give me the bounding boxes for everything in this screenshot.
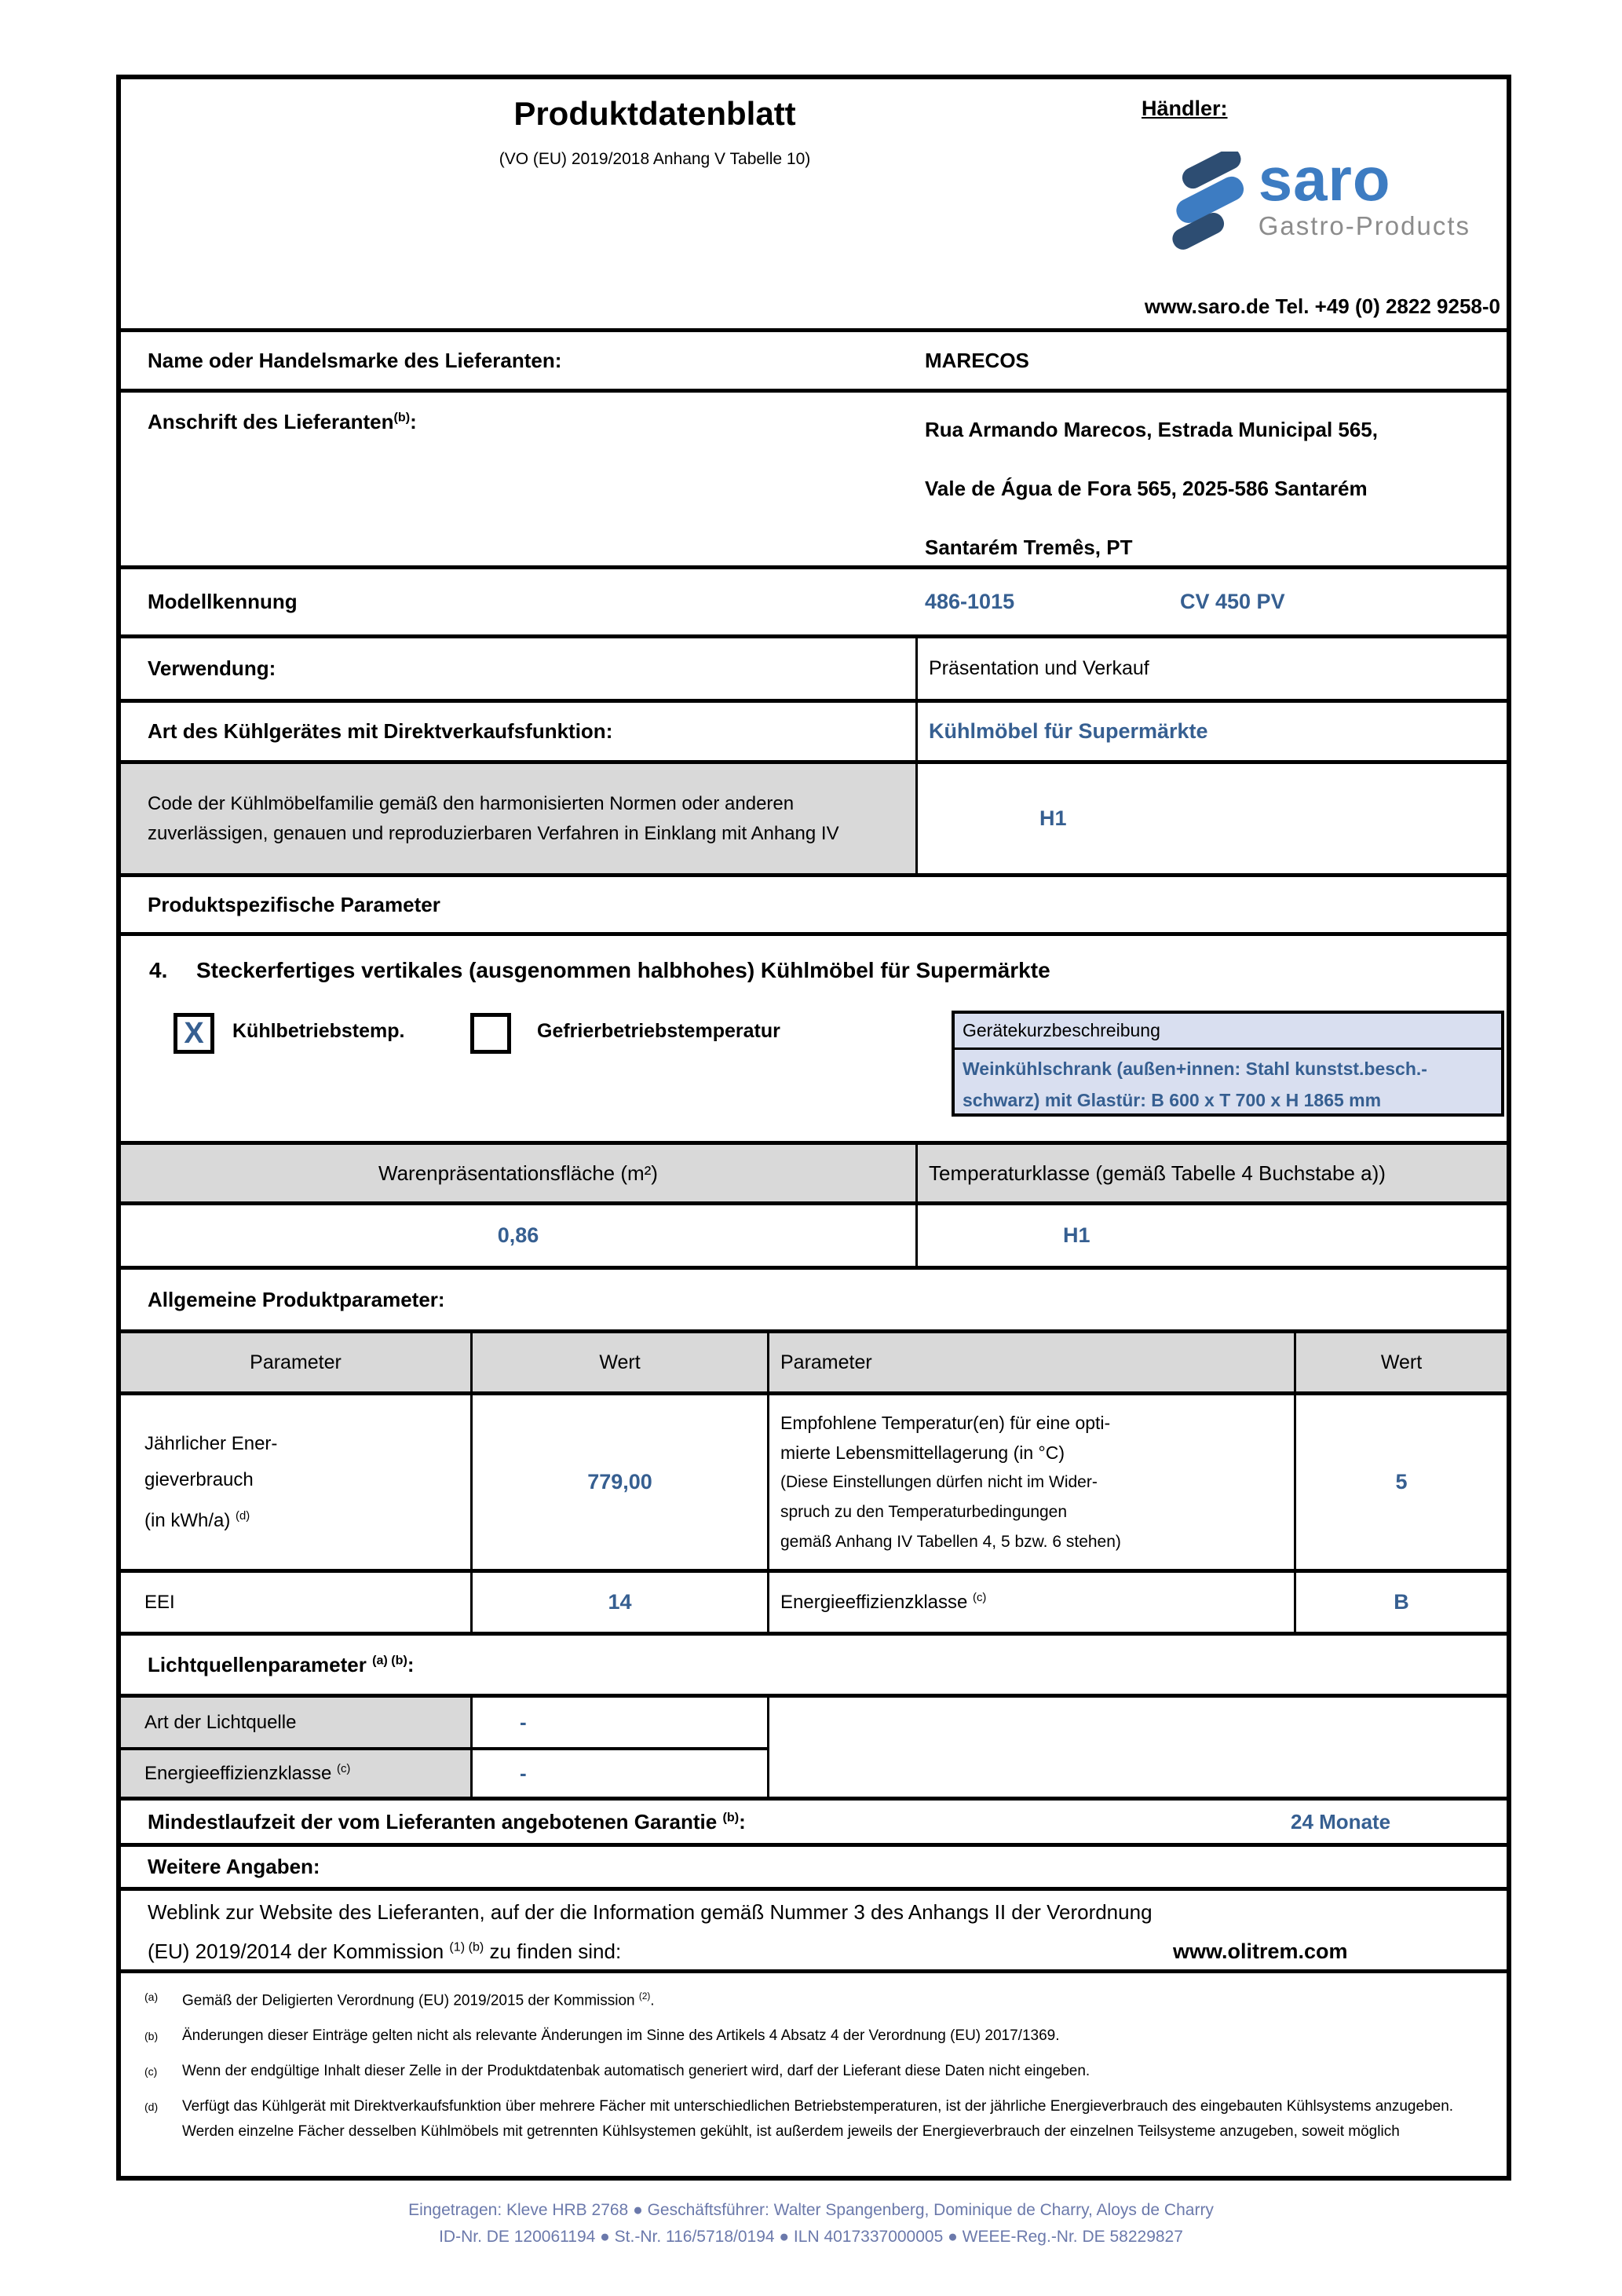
energie-label-line-text: (in kWh/a) [144, 1509, 231, 1531]
footnote-inner-ref: (2) [638, 1991, 651, 2002]
energie-value: 779,00 [587, 1470, 652, 1493]
lichtquellen-footnote-ref: (a) (b) [372, 1652, 407, 1667]
garantie-colon: : [739, 1809, 746, 1834]
flaechen-header-row [121, 1141, 1507, 1201]
empfohlene-temp-line: spruch zu den Temperaturbedingungen [780, 1502, 1068, 1521]
eei-value: 14 [608, 1590, 632, 1614]
familiencode-row [121, 760, 1507, 873]
licht-effizienz-label-text: Energieeffizienzklasse [144, 1762, 332, 1784]
eei-value-cell [473, 1573, 769, 1632]
lichtquellen-empty-cell [769, 1698, 1507, 1797]
footnote-text: Wenn der endgültige Inhalt dieser Zelle in der Produktdatenbak automatisch generiert wird, darf der Lieferant diese Daten nicht eingeben. [182, 2063, 1090, 2080]
geraetekurzbeschreibung-box [952, 1011, 1504, 1117]
lichtart-value: - [520, 1710, 527, 1735]
lichtquellen-value-col [473, 1698, 769, 1797]
weblink-line2-pre: (EU) 2019/2014 der Kommission [148, 1940, 444, 1963]
tempklasse-value: H1 [1063, 1223, 1090, 1247]
header-band [121, 79, 1507, 328]
haendler-label: Händler: [1142, 97, 1228, 120]
footnote-tail: . [650, 1992, 655, 2009]
saro-logo [1169, 144, 1470, 258]
footer-line1: Eingetragen: Kleve HRB 2768 ● Geschäftsführer: Walter Spangenberg, Dominique de Charry, Aloys de Charry [408, 2201, 1214, 2219]
title-block [380, 95, 930, 169]
energie-label-cell [121, 1395, 473, 1569]
page-title: Produktdatenblatt [513, 95, 796, 132]
weblink-footnote-ref: (1) (b) [449, 1940, 484, 1954]
tempklasse-header: Temperaturklasse (gemäß Tabelle 4 Buchstabe a)) [929, 1161, 1386, 1185]
geraeteart-value: Kühlmöbel für Supermärkte [929, 719, 1208, 743]
address-line: Rua Armando Marecos, Estrada Municipal 565, [925, 418, 1378, 441]
eei-label: EEI [144, 1591, 175, 1613]
paramtable-header-cell [1296, 1333, 1507, 1391]
empfohlene-temp-value: 5 [1395, 1470, 1408, 1493]
geraeteart-label-cell [121, 703, 918, 760]
paramtable-row-eei [121, 1569, 1507, 1632]
verwendung-label-cell [121, 638, 918, 699]
supplier-address-value [925, 400, 1378, 577]
licht-effizienz-value-cell [473, 1747, 767, 1797]
model-name: CV 450 PV [1180, 590, 1285, 613]
address-line: Vale de Água de Fora 565, 2025-586 Santarém [925, 477, 1368, 500]
licht-effizienz-label [121, 1763, 350, 1785]
tempklasse-value-cell [918, 1205, 1507, 1266]
section4-number: 4. [149, 958, 168, 982]
saro-brand: saro [1258, 144, 1391, 214]
section4-row [121, 932, 1507, 1141]
kurzbeschreibung-line: Weinkühlschrank (außen+innen: Stahl kunstst.besch.- [963, 1058, 1427, 1079]
energie-label-line: gieverbrauch [144, 1468, 254, 1490]
effizienzklasse-value-cell [1296, 1573, 1507, 1632]
familiencode-value: H1 [1039, 806, 1067, 830]
lichtquellen-table [121, 1694, 1507, 1797]
section4-heading [149, 958, 1050, 983]
paramtable-header-cell [769, 1333, 1296, 1391]
flaechen-value-row [121, 1201, 1507, 1266]
kuehlbetrieb-label: Kühlbetriebstemp. [232, 1020, 405, 1042]
paramtable-row-energie [121, 1391, 1507, 1569]
geraetekurzbeschreibung-text [955, 1050, 1501, 1119]
flaeche-header: Warenpräsentationsfläche (m²) [378, 1161, 658, 1185]
verwendung-label: Verwendung: [148, 656, 276, 680]
section4-title: Steckerfertiges vertikales (ausgenommen halbhohes) Kühlmöbel für Supermärkte [196, 958, 1050, 982]
model-label: Modellkennung [148, 590, 298, 613]
supplier-name-label: Name oder Handelsmarke des Lieferanten: [148, 348, 562, 372]
paramtable-header-parameter1: Parameter [250, 1351, 342, 1373]
footnote-text-body: Gemäß der Deligierten Verordnung (EU) 2019/2015 der Kommission [182, 1992, 635, 2009]
supplier-name-value: MARECOS [925, 348, 1029, 372]
garantie-value: 24 Monate [1291, 1809, 1391, 1834]
company-footer [0, 2197, 1622, 2250]
effizienzklasse-value: B [1394, 1590, 1409, 1614]
energie-label [121, 1426, 277, 1539]
produktspezifische-heading-row [121, 873, 1507, 932]
effizienzklasse-label [769, 1592, 986, 1614]
weblink-line2-post: zu finden sind: [484, 1940, 622, 1963]
garantie-footnote-ref: (b) [722, 1809, 740, 1824]
paramtable-header-cell [121, 1333, 473, 1391]
model-row [121, 565, 1507, 634]
footnote-marker: (b) [144, 2030, 159, 2043]
garantie-row [121, 1797, 1507, 1843]
footnote-text [182, 1984, 1475, 2013]
supplier-name-row [121, 328, 1507, 389]
supplier-address-footnote-ref: (b) [393, 410, 411, 425]
footnote-a [144, 1984, 1475, 2013]
page-subtitle: (VO (EU) 2019/2018 Anhang V Tabelle 10) [499, 150, 811, 168]
model-number: 486-1015 [925, 590, 1015, 613]
kurzbeschreibung-line: schwarz) mit Glastür: B 600 x T 700 x H 1865 mm [963, 1090, 1382, 1110]
empfohlene-temp-label [769, 1402, 1121, 1563]
footnote-text: Verfügt das Kühlgerät mit Direktverkaufsfunktion über mehrere Fächer mit unterschiedlichen Betriebstemperaturen, ist der jährliche Energieverbrauch des eingebauten Kühlsystems anzugeben. Werden einzelne Fächer desselben Kühlmöbels mit getrennten Kühlsystemen gekühlt, ist außerdem jeweils der Energieverbrauch der einzelnen Teilsysteme anzugeben, soweit möglich [182, 2098, 1454, 2141]
empfohlene-temp-line: Empfohlene Temperatur(en) für eine opti- [780, 1412, 1111, 1433]
verwendung-row [121, 634, 1507, 699]
geraeteart-value-cell [918, 703, 1507, 760]
supplier-address-colon: : [410, 410, 417, 433]
flaeche-value: 0,86 [497, 1223, 539, 1247]
supplier-address-row [121, 389, 1507, 565]
lichtquellen-colon: : [407, 1652, 415, 1676]
geraetekurzbeschreibung-header: Gerätekurzbeschreibung [955, 1014, 1501, 1050]
licht-effizienz-footnote-ref: (c) [337, 1762, 351, 1775]
empfohlene-temp-line: gemäß Anhang IV Tabellen 4, 5 bzw. 6 stehen) [780, 1532, 1121, 1551]
energie-footnote-ref: (d) [236, 1509, 250, 1523]
footnote-b [144, 2024, 1475, 2049]
flaeche-header-cell [121, 1145, 918, 1201]
footnote-marker: (c) [144, 2065, 158, 2078]
footnote-text: Änderungen dieser Einträge gelten nicht als relevante Änderungen im Sinne des Artikels 4 Absatz 4 der Verordnung (EU) 2017/1369. [182, 2027, 1060, 2045]
energie-value-cell [473, 1395, 769, 1569]
footnote-marker: (a) [144, 1991, 159, 2003]
kuehlbetrieb-checkbox-mark: X [184, 1016, 204, 1050]
empfohlene-temp-line: (Diese Einstellungen dürfen nicht im Wider- [780, 1472, 1098, 1491]
paramtable-header-cell [473, 1333, 769, 1391]
tempklasse-header-cell [918, 1145, 1507, 1201]
saro-logo-text [1258, 144, 1470, 241]
paramtable-header-row [121, 1329, 1507, 1391]
garantie-label [121, 1810, 746, 1834]
datasheet-border-box [116, 75, 1511, 2181]
paramtable-header-wert2: Wert [1380, 1351, 1423, 1373]
familiencode-label-cell [121, 764, 918, 873]
saro-logo-mark-icon [1169, 152, 1248, 258]
footnote-c [144, 2059, 1475, 2084]
weblink-text-line2 [148, 1940, 621, 1964]
supplier-website-url: www.olitrem.com [1173, 1940, 1348, 1963]
empfohlene-temp-value-cell [1296, 1395, 1507, 1569]
lichtart-value-cell [473, 1698, 767, 1747]
weblink-row [121, 1887, 1507, 1969]
weitere-angaben-row [121, 1843, 1507, 1887]
saro-contact: www.saro.de Tel. +49 (0) 2822 9258-0 [1144, 294, 1500, 318]
supplier-address-label-text: Anschrift des Lieferanten [148, 410, 394, 433]
gefrierbetrieb-label: Gefrierbetriebstemperatur [537, 1020, 780, 1042]
paramtable-header-wert1: Wert [599, 1351, 641, 1373]
energie-label-line: Jährlicher Ener- [144, 1432, 278, 1454]
allgemeine-heading-row [121, 1266, 1507, 1329]
footnotes-row [121, 1969, 1507, 2176]
lichtart-label-cell [121, 1698, 470, 1747]
empfohlene-temp-line: mierte Lebensmittellagerung (in °C) [780, 1442, 1065, 1463]
flaeche-value-cell [121, 1205, 918, 1266]
weblink-text-line1: Weblink zur Website des Lieferanten, auf der die Information gemäß Nummer 3 des Anhangs II der Verordnung [148, 1900, 1153, 1924]
eei-label-cell [121, 1573, 473, 1632]
paramtable-header-parameter2: Parameter [780, 1351, 872, 1373]
supplier-address-label [121, 410, 417, 434]
verwendung-value-cell [918, 638, 1507, 699]
footnote-d [144, 2094, 1475, 2144]
lichtquellen-label-col [121, 1698, 473, 1797]
empfohlene-temp-cell [769, 1395, 1296, 1569]
lichtquellen-heading-text: Lichtquellenparameter [148, 1652, 367, 1676]
saro-tagline: Gastro-Products [1258, 211, 1470, 240]
lichtquellen-heading-row [121, 1632, 1507, 1694]
lichtquellen-heading [121, 1653, 415, 1677]
footer-line2: ID-Nr. DE 120061194 ● St.-Nr. 116/5718/0194 ● ILN 4017337000005 ● WEEE-Reg.-Nr. DE 58229827 [439, 2228, 1183, 2246]
weitere-angaben-heading: Weitere Angaben: [148, 1855, 320, 1878]
effizienzklasse-label-text: Energieeffizienzklasse [780, 1591, 968, 1613]
footnotes-block [121, 1973, 1507, 2155]
address-line: Santarém Tremês, PT [925, 536, 1133, 559]
lichtart-label: Art der Lichtquelle [144, 1711, 297, 1733]
geraeteart-label: Art des Kühlgerätes mit Direktverkaufsfunktion: [148, 719, 613, 743]
effizienzklasse-footnote-ref: (c) [973, 1591, 987, 1604]
gefrierbetrieb-checkbox [470, 1013, 511, 1054]
familiencode-label: Code der Kühlmöbelfamilie gemäß den harmonisierten Normen oder anderen zuverlässigen, genauen und reproduzierbaren Verfahren in Einklang mit Anhang IV [148, 792, 839, 844]
licht-effizienz-label-cell [121, 1747, 470, 1797]
effizienzklasse-label-cell [769, 1573, 1296, 1632]
produktspezifische-heading: Produktspezifische Parameter [148, 892, 440, 916]
familiencode-value-cell [918, 764, 1507, 873]
geraeteart-row [121, 699, 1507, 760]
verwendung-value: Präsentation und Verkauf [929, 657, 1149, 679]
allgemeine-heading: Allgemeine Produktparameter: [148, 1287, 445, 1311]
kuehlbetrieb-checkbox [174, 1013, 214, 1054]
garantie-label-text: Mindestlaufzeit der vom Lieferanten angebotenen Garantie [148, 1809, 718, 1834]
energie-label-line [144, 1498, 277, 1539]
footnote-marker: (d) [144, 2100, 159, 2114]
licht-effizienz-value: - [520, 1761, 527, 1786]
